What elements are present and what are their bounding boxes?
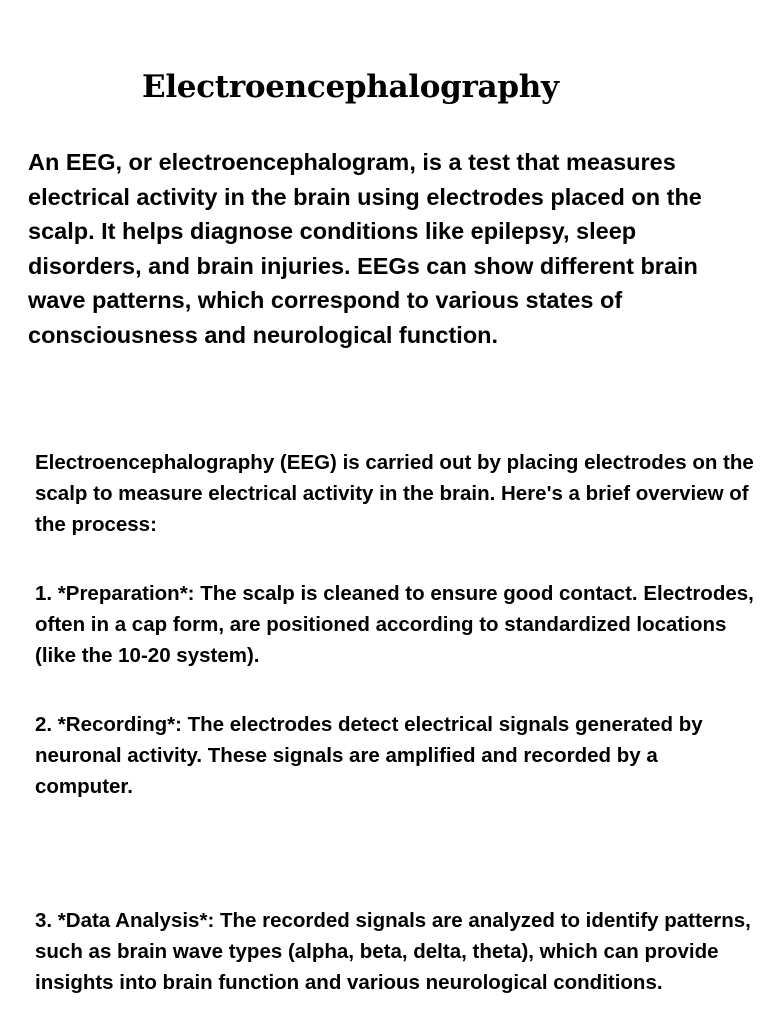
overview-paragraph: Electroencephalography (EEG) is carried out by placing electrodes on the scalp to measure electrical activity in the brain. Here's a brief overview of the process: <box>35 451 754 536</box>
step-data-analysis: 3. *Data Analysis*: The recorded signals are analyzed to identify patterns, such as brain wave types (alpha, beta, delta, theta), which can provide insights into brain function and various neurological conditions. <box>35 909 751 994</box>
step-preparation: 1. *Preparation*: The scalp is cleaned to ensure good contact. Electrodes, often in a cap form, are positioned according to standardized locations (like the 10-20 system). <box>35 582 754 667</box>
page-title: Electroencephalography <box>142 69 559 105</box>
step-recording: 2. *Recording*: The electrodes detect electrical signals generated by neuronal activity. These signals are amplified and recorded by a computer. <box>35 713 703 798</box>
intro-paragraph: An EEG, or electroencephalogram, is a test that measures electrical activity in the brain using electrodes placed on the scalp. It helps diagnose conditions like epilepsy, sleep disorders, and brain injuries. EEGs can show different brain wave patterns, which correspond to various states of consciousness and neurological function. <box>28 149 702 348</box>
